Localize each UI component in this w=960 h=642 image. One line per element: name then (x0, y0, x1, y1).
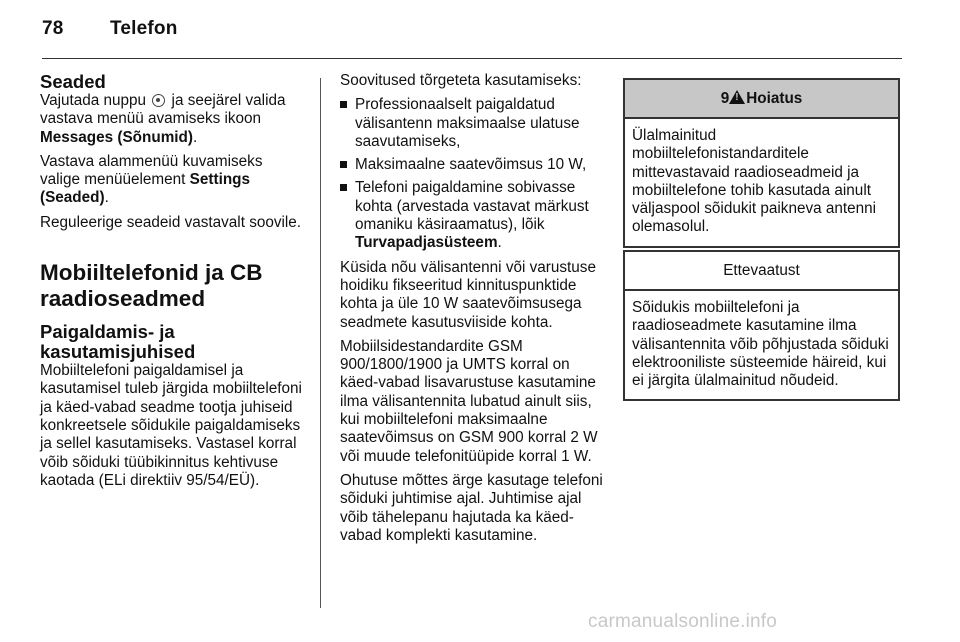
paragraph: Soovitused tõrgeteta kasutamiseks: (340, 72, 582, 89)
list-item: Maksimaalne saatevõimsus 10 W, (340, 156, 605, 174)
warning-title: Hoiatus (746, 90, 803, 107)
paragraph: Mobiilsidestandardite GSM 900/1800/1900 ja UMTS korral on käed-vabad lisavarustuse kasutamine ilma välisantennita lubatud ainult siis, kui mobiiltelefoni maksimaalne saatevõimsus on GSM 900 korral 2 W või muude telefonitüüpide korral 1 W. (340, 337, 598, 465)
recommendation-list (340, 96, 605, 252)
paragraph: Ohutuse mõttes ärge kasutage telefoni sõiduki juhtimise ajal. Juhtimise ajal võib tähelepanu hajutada ka käed-vabad komplekti kasutamine. (340, 471, 603, 544)
main-heading: Mobiiltelefonid ja CB raadioseadmed (40, 260, 263, 312)
paragraph: Küsida nõu välisantenni või varustuse hoidiku fikseeritud kinnituspunktide kohta ja üle 10 W saatevõimsusega seadmete kasutusviiside kohta. (340, 258, 596, 331)
gear-icon (152, 94, 165, 107)
square-bullet-icon (340, 184, 347, 191)
square-bullet-icon (340, 161, 347, 168)
caution-box-header: Ettevaatust (625, 252, 898, 291)
page-number: 78 (42, 18, 64, 39)
warning-number: 9 (720, 90, 730, 107)
chapter-title: Telefon (110, 18, 178, 39)
paragraph: Vastava alammenüü kuvamiseks valige menüüelement Settings (Seaded). (40, 152, 263, 207)
paragraph: Mobiiltelefoni paigaldamisel ja kasutamisel tuleb järgida mobiiltelefoni ja käed-vabad seadme tootja juhiseid konkreetsele sõidukile paigaldamiseks ja sellel kasutamiseks. Vastasel korral võib sõiduki tüübikinnitus kehtivuse kaotada (ELi direktiiv 95/54/EÜ). (40, 362, 302, 489)
page-header (42, 18, 178, 40)
section-heading-seaded: Seaded (40, 71, 106, 92)
list-item: Professionaalselt paigaldatud välisantenn maksimaalse ulatuse saavutamiseks, (340, 96, 605, 151)
column-left (40, 72, 305, 496)
warning-box-body: Ülalmainitud mobiiltelefonistandarditele mittevastavaid raadioseadmeid ja mobiiltelefone tohib kasutada ainult väljaspool sõidukit paikneva antenni olemasolul. (632, 127, 877, 236)
watermark: carmanualsonline.info (588, 611, 778, 632)
column-divider (320, 78, 321, 608)
square-bullet-icon (340, 101, 347, 108)
paragraph: Vajutada nuppu ja seejärel valida vastava menüü avamiseks ikoon Messages (Sõnumid). (40, 92, 286, 146)
sub-heading: Paigaldamis- ja kasutamisjuhised (40, 321, 196, 363)
caution-box (623, 250, 900, 401)
list-item: Telefoni paigaldamine sobivasse kohta (arvestada vastavat märkust omaniku käsiraamatus), lõik Turvapadjasüsteem. (340, 179, 605, 252)
header-rule (42, 58, 902, 59)
column-middle (340, 72, 605, 551)
warning-triangle-icon (729, 90, 745, 104)
warning-box-header (625, 80, 898, 119)
paragraph: Reguleerige seadeid vastavalt soovile. (40, 213, 302, 231)
caution-box-body: Sõidukis mobiiltelefoni ja raadioseadmete kasutamine ilma välisantennita võib põhjustada sõiduki elektrooniliste süsteemide häireid, kui ei järgita ülalmainitud nõudeid. (632, 299, 889, 390)
warning-box (623, 78, 900, 248)
